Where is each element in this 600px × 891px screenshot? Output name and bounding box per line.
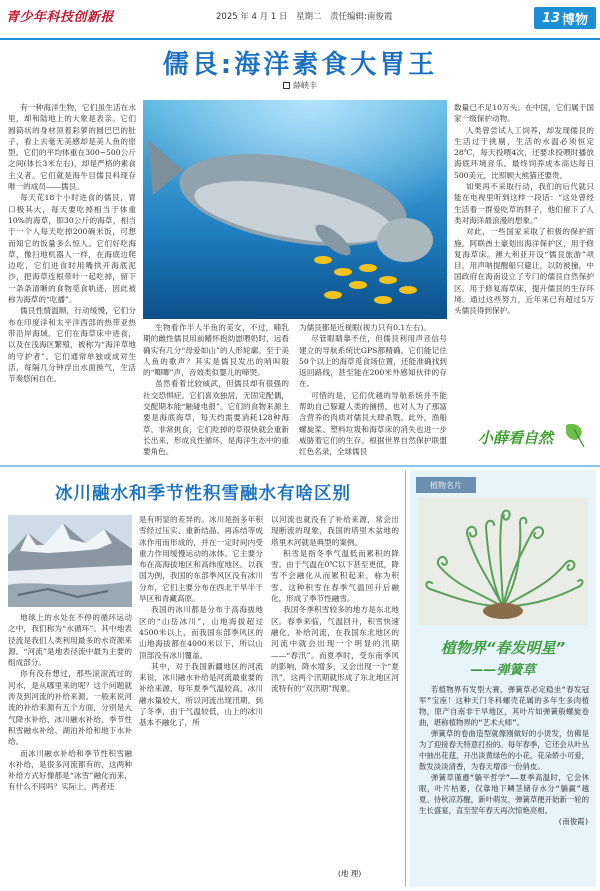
article1-byline: [0, 80, 600, 91]
paragraph: 若植物界有发型大赛，弹簧草必定稳坐“春发冠军”宝座！这种天门冬科螺壳花属的多年生多肉植物，原产自南非干旱地区，其叶片如弹簧般螺旋卷曲，堪称植物界的“艺术大师”。: [419, 685, 589, 727]
article1-column-4: [454, 102, 594, 412]
paragraph: 每天花18个小时进食的儒艮，胃口极其大，每天要吃掉相当于体重10%的海草，即30公斤的海草，相当于一个人每天吃掉200碗米饭，可想而知它的饭量多么惊人。它们好吃海草，像扫地机器人一样，在海底边爬边吃，它们进食时用嘴拱开海底泥沙，把海草连根带叶一起吃掉，留下一条条清晰的食物觅食轨迹，因此被称为海草的“吃播”。: [8, 193, 136, 305]
stamp-text: 小薛看自然: [478, 429, 554, 447]
paragraph: 尽管眼睛靠不住，但儒艮利用声音信号建立的导航系统比GPS都精确。它们能记住50个以上的海草觅食场位置，还能准确找到返回路线，甚至能在200米外感知伙伴的存在。: [299, 334, 447, 389]
paragraph: 你有没有想过，那些滚滚流过的河水，是从哪里来的呢？这个问题就涉及到河流的补给来源。一般来说河流的补给来源有五个方面，分别是大气降水补给、冰川融水补给、季节性积雪融水补给、湖泊补给和地下水补给。: [8, 669, 132, 747]
article2-column-3: [271, 514, 399, 864]
plant-card-subtitle: ——弹簧草: [470, 663, 536, 678]
column-stamp-logo: [476, 419, 590, 459]
paragraph: 儒艮性情温顺，行动缓慢，它们分布在印度洋和太平洋西部的热带亚热带沿岸海域。它们在海草床中进食，以及在浅海区繁殖，被称为“海洋草地的守护者”。它们通常单独或成对生活，每隔几分钟浮出水面换气，生活节奏悠闲自在。: [8, 306, 136, 384]
article2-title: 冰川融水和季节性积雪融水有啥区别: [55, 484, 351, 504]
paragraph: 为儒艮都是近视眼(视力只有0.1左右)。: [299, 323, 431, 332]
article1-column-2: [143, 322, 289, 462]
paragraph: 有一种海洋生物，它们虽生活在水里，却和陆地上的大象是表亲。它们圆筒状的身材顶着彩萝的圆巴巴的肚子，看上去毫无美感却是美人鱼的原型。它们的平均体重在300~500公斤之间(体长3米左右)，却是严格的素食主义者。它们就是海牛目儒艮科现存唯一的成员——儒艮。: [8, 103, 136, 192]
plant-card-author: (南俊霞): [557, 817, 589, 826]
byline-square-icon: [283, 82, 290, 89]
paragraph: 虽然看着比较威武，但儒艮却有很强的社交恐惧症。它们喜欢独居，无固定配偶，交配期本能“触碰电报”。它们的食物来源主要是海底海草，每天约需要消耗128种海草，非常挑食，它们吃掉的草很快就会重新长出来，形成良性循环，是海洋生态中的重要角色。: [143, 379, 289, 457]
article2-column-1: [8, 612, 132, 887]
plant-card-tag: 植物名片: [416, 477, 476, 493]
paragraph: 人类曾尝试人工饲养，却发现儒艮的生活过于挑剔，生活的水温必须恒定28℃，每天投喂4次，还要求投喂时播放海底环境音乐。最终饲养成本高达每日500美元，比照顾大熊猫还要贵。: [454, 125, 594, 180]
bulbine-photo: [418, 497, 588, 625]
article1-title: 儒艮:海洋素食大胃王: [162, 50, 438, 80]
column-rule: [405, 470, 406, 886]
paragraph: 可惜的是，它们优越的导航系统并不能帮助自己躲避人类的捕捞，也对人为了那富含营养的肉质对儒艮大肆杀戮。此外，渔船螺旋桨、塑料垃圾和海草床的消失也进一步威胁着它们的生存。根据世界自然保护联盟红色名录，全球儒艮: [299, 390, 447, 457]
plant-card-panel: [410, 470, 596, 887]
article1-author: 薛峡丰: [293, 81, 317, 90]
plant-card-body: [419, 684, 589, 884]
paragraph: 积雪是指冬季气温低而累积的降雪。由于气温在0℃以下甚至更低，降雪不会融化从而累积起来，称为积雪。这种积雪在春季气温回升后融化，形成了季节性融雪。: [271, 548, 399, 604]
issue-line: 2025 年 4 月 1 日 星期二 责任编辑:南俊霞: [216, 12, 393, 22]
masthead: [0, 0, 600, 40]
paragraph: 生物看作半人半鱼的美女，不过，哺乳期的雌性儒艮用前鳍怀抱幼崽喂奶时，远看确实有几分“母爱如山”的人形轮廓。至于美人鱼的歌声？其实是儒艮发出的哨叫般的“唧唧”声，音效类似婴儿的啼哭。: [143, 323, 289, 378]
article1-column-1: [8, 102, 136, 462]
page-section-name: 博物: [562, 12, 589, 28]
paragraph: 对此，一些国家采取了积极的保护措施。阿联酋土豪划出海洋保护区，用于修复海草床。澳大利亚开设“儒艮旅游”项目，用声呐提醒船只避让，以防被撞，中国政府在海南设立了专门的儒艮自然保护区，用于修复海草床，提升儒艮的生存环境。通过这些努力，近年来已有超过5万头儒艮得到保护。: [454, 227, 594, 316]
page-section-tag: [534, 7, 596, 29]
paragraph: 我国冬季积雪较多的地方是东北地区。春季来临，气温回升，积雪快速融化，补给河流，在我国东北地区的河流中就会出现一个明显的汛期——“春汛”。而夏季时，受东南季风的影响，降水增多，又会出现一个“夏汛”，这两个汛期就形成了东北地区河流特有的“双汛期”现象。: [271, 605, 399, 694]
paragraph: 地球上的水处在不停的循环运动之中，我们称为“水循环”。其中地表径流是我们人类利用最多的水资源来源。“河流”是地表径流中最为主要的组成部分。: [8, 613, 132, 668]
paragraph: 如果再不采取行动，我们的后代就只能在电视里听到这样一段话：“这处曾经生活着一群爱吃草的胖子，他们留下了人类对海洋最浪漫的想象。”: [454, 182, 594, 225]
newspaper-brand: 青少年科技创新报: [6, 10, 115, 25]
article1-column-3: [299, 322, 447, 462]
paragraph: 弹簧草谨遵“躺平哲学”——夏季高温时，它会休眠，叶片枯萎，仅靠地下鳞茎储存水分“躺赢”越夏。待秋凉苏醒，新叶萌发，弹簧草便开始新一轮的生长盛宴，直至翌年春天再次惊艳亮相。: [419, 773, 589, 815]
article2-author: (地 理): [338, 869, 362, 878]
article2-column-2: [139, 514, 263, 886]
glacier-photo: [8, 515, 132, 607]
paragraph: 是有明显的差异的。冰川是指多年积雪经过压实、重新结晶、再冻结等成冰作用而形成的，并在一定时间内受重力作用缓慢运动的冰体。它主要分布在高海拔地区和高纬度地区。以我国为例，我国的东部季风区没有冰川分布，它们主要分布在西北干旱半干旱区和青藏高原。: [139, 515, 263, 604]
paragraph: 弹簧草的卷曲造型就像刚做好的小烫发，仿佛是为了迎接春天特意打扮的。每年春季，它还会从叶丛中抽出花莛，开出淡黄绿色的小花，花朵娇小可爱，散发淡淡清香，为春天增添一份俏皮。: [419, 729, 589, 771]
paragraph: 其中，对于我国新疆地区的河流来说，冰川融水补给是河流最重要的补给来源，每年夏季气温较高，冰川融水量较大，所以河流出现汛期。到了冬季，由于气温较低，山上的冰川基本不融化了，所: [139, 661, 263, 728]
page-number: 13: [541, 10, 561, 26]
dugong-photo: [143, 100, 447, 319]
paragraph: 数量已不足10万头。在中国，它们属于国家一级保护动物。: [454, 103, 594, 124]
paragraph: 我国的冰川都是分布于高海拔地区的“山岳冰川”，山地海拔超过4500米以上，而我国东部季风区的山地海拔都在4000米以下，所以山顶部没有冰川覆盖。: [139, 605, 263, 660]
plant-card-title: 植物界“春发明星”: [440, 639, 566, 657]
paragraph: 以河流也就没有了补给来源，常会出现断流的现象，我国的塔里木盆地的塔里木河就是典型的案例。: [271, 515, 399, 547]
paragraph: 而冰川融水补给和季节性积雪融水补给，是很多河流都有的，这两种补给方式好像都是“冰雪”融化而来，有什么不同吗？实际上，两者还: [8, 748, 132, 792]
section-divider: [0, 465, 600, 467]
